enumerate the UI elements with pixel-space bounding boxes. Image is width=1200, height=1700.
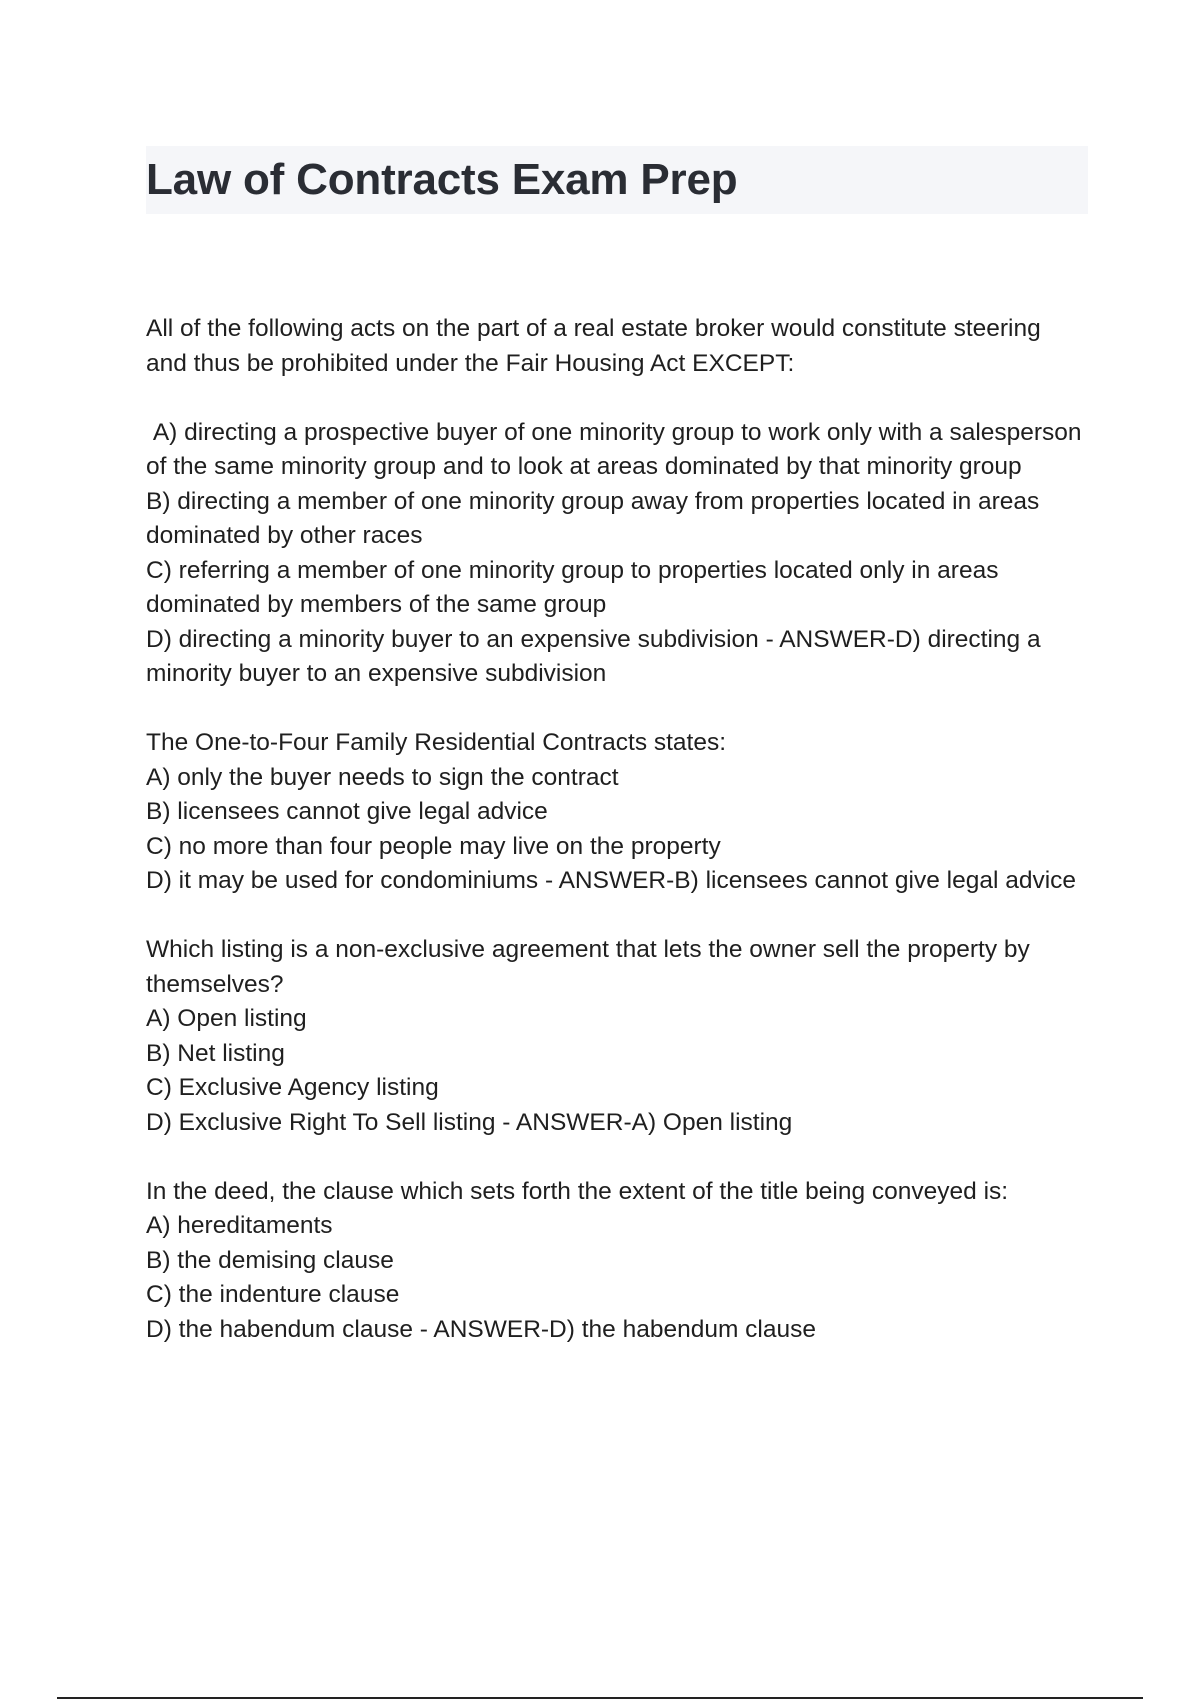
option-a: A) directing a prospective buyer of one minority group to work only with a salesperson of the same minority group and to look at areas dominated by that minority group xyxy=(146,418,1089,480)
question-prompt: In the deed, the clause which sets forth the extent of the title being conveyed is: xyxy=(146,1177,1009,1205)
spacer xyxy=(146,381,1088,416)
option-d-with-answer: D) it may be used for condominiums - ANSWER-B) licensees cannot give legal advice xyxy=(146,867,1077,894)
option-a: A) hereditaments xyxy=(146,1212,333,1239)
option-b: B) the demising clause xyxy=(146,1246,394,1274)
document-body xyxy=(146,312,1088,1382)
option-d-with-answer: D) the habendum clause - ANSWER-D) the habendum clause xyxy=(146,1315,816,1343)
question-1 xyxy=(146,312,1088,692)
option-b: B) Net listing xyxy=(146,1039,285,1067)
option-b: B) licensees cannot give legal advice xyxy=(146,798,548,825)
option-c: C) Exclusive Agency listing xyxy=(146,1074,439,1101)
title-banner xyxy=(146,146,1088,214)
option-a: A) only the buyer needs to sign the contract xyxy=(146,763,619,791)
option-b: B) directing a member of one minority group away from properties located in areas dominated by other races xyxy=(146,487,1047,549)
question-prompt: All of the following acts on the part of a real estate broker would constitute steering and thus be prohibited under the Fair Housing Act EXCEPT: xyxy=(146,315,1048,377)
option-c: C) referring a member of one minority group to properties located only in areas dominated by members of the same group xyxy=(146,556,1006,618)
option-d-with-answer: D) Exclusive Right To Sell listing - ANSWER-A) Open listing xyxy=(146,1108,793,1136)
page-title: Law of Contracts Exam Prep xyxy=(146,155,738,204)
question-prompt: Which listing is a non-exclusive agreement that lets the owner sell the property by themselves? xyxy=(146,936,1037,998)
question-prompt: The One-to-Four Family Residential Contracts states: xyxy=(146,729,727,756)
option-c: C) no more than four people may live on the property xyxy=(146,832,721,860)
option-c: C) the indenture clause xyxy=(146,1281,400,1308)
page-divider xyxy=(57,1697,1143,1699)
option-d-with-answer: D) directing a minority buyer to an expensive subdivision - ANSWER-D) directing a minority buyer to an expensive subdivision xyxy=(146,625,1048,687)
option-a: A) Open listing xyxy=(146,1005,307,1032)
question-3 xyxy=(146,933,1088,1140)
question-4 xyxy=(146,1175,1088,1348)
question-2 xyxy=(146,726,1088,899)
